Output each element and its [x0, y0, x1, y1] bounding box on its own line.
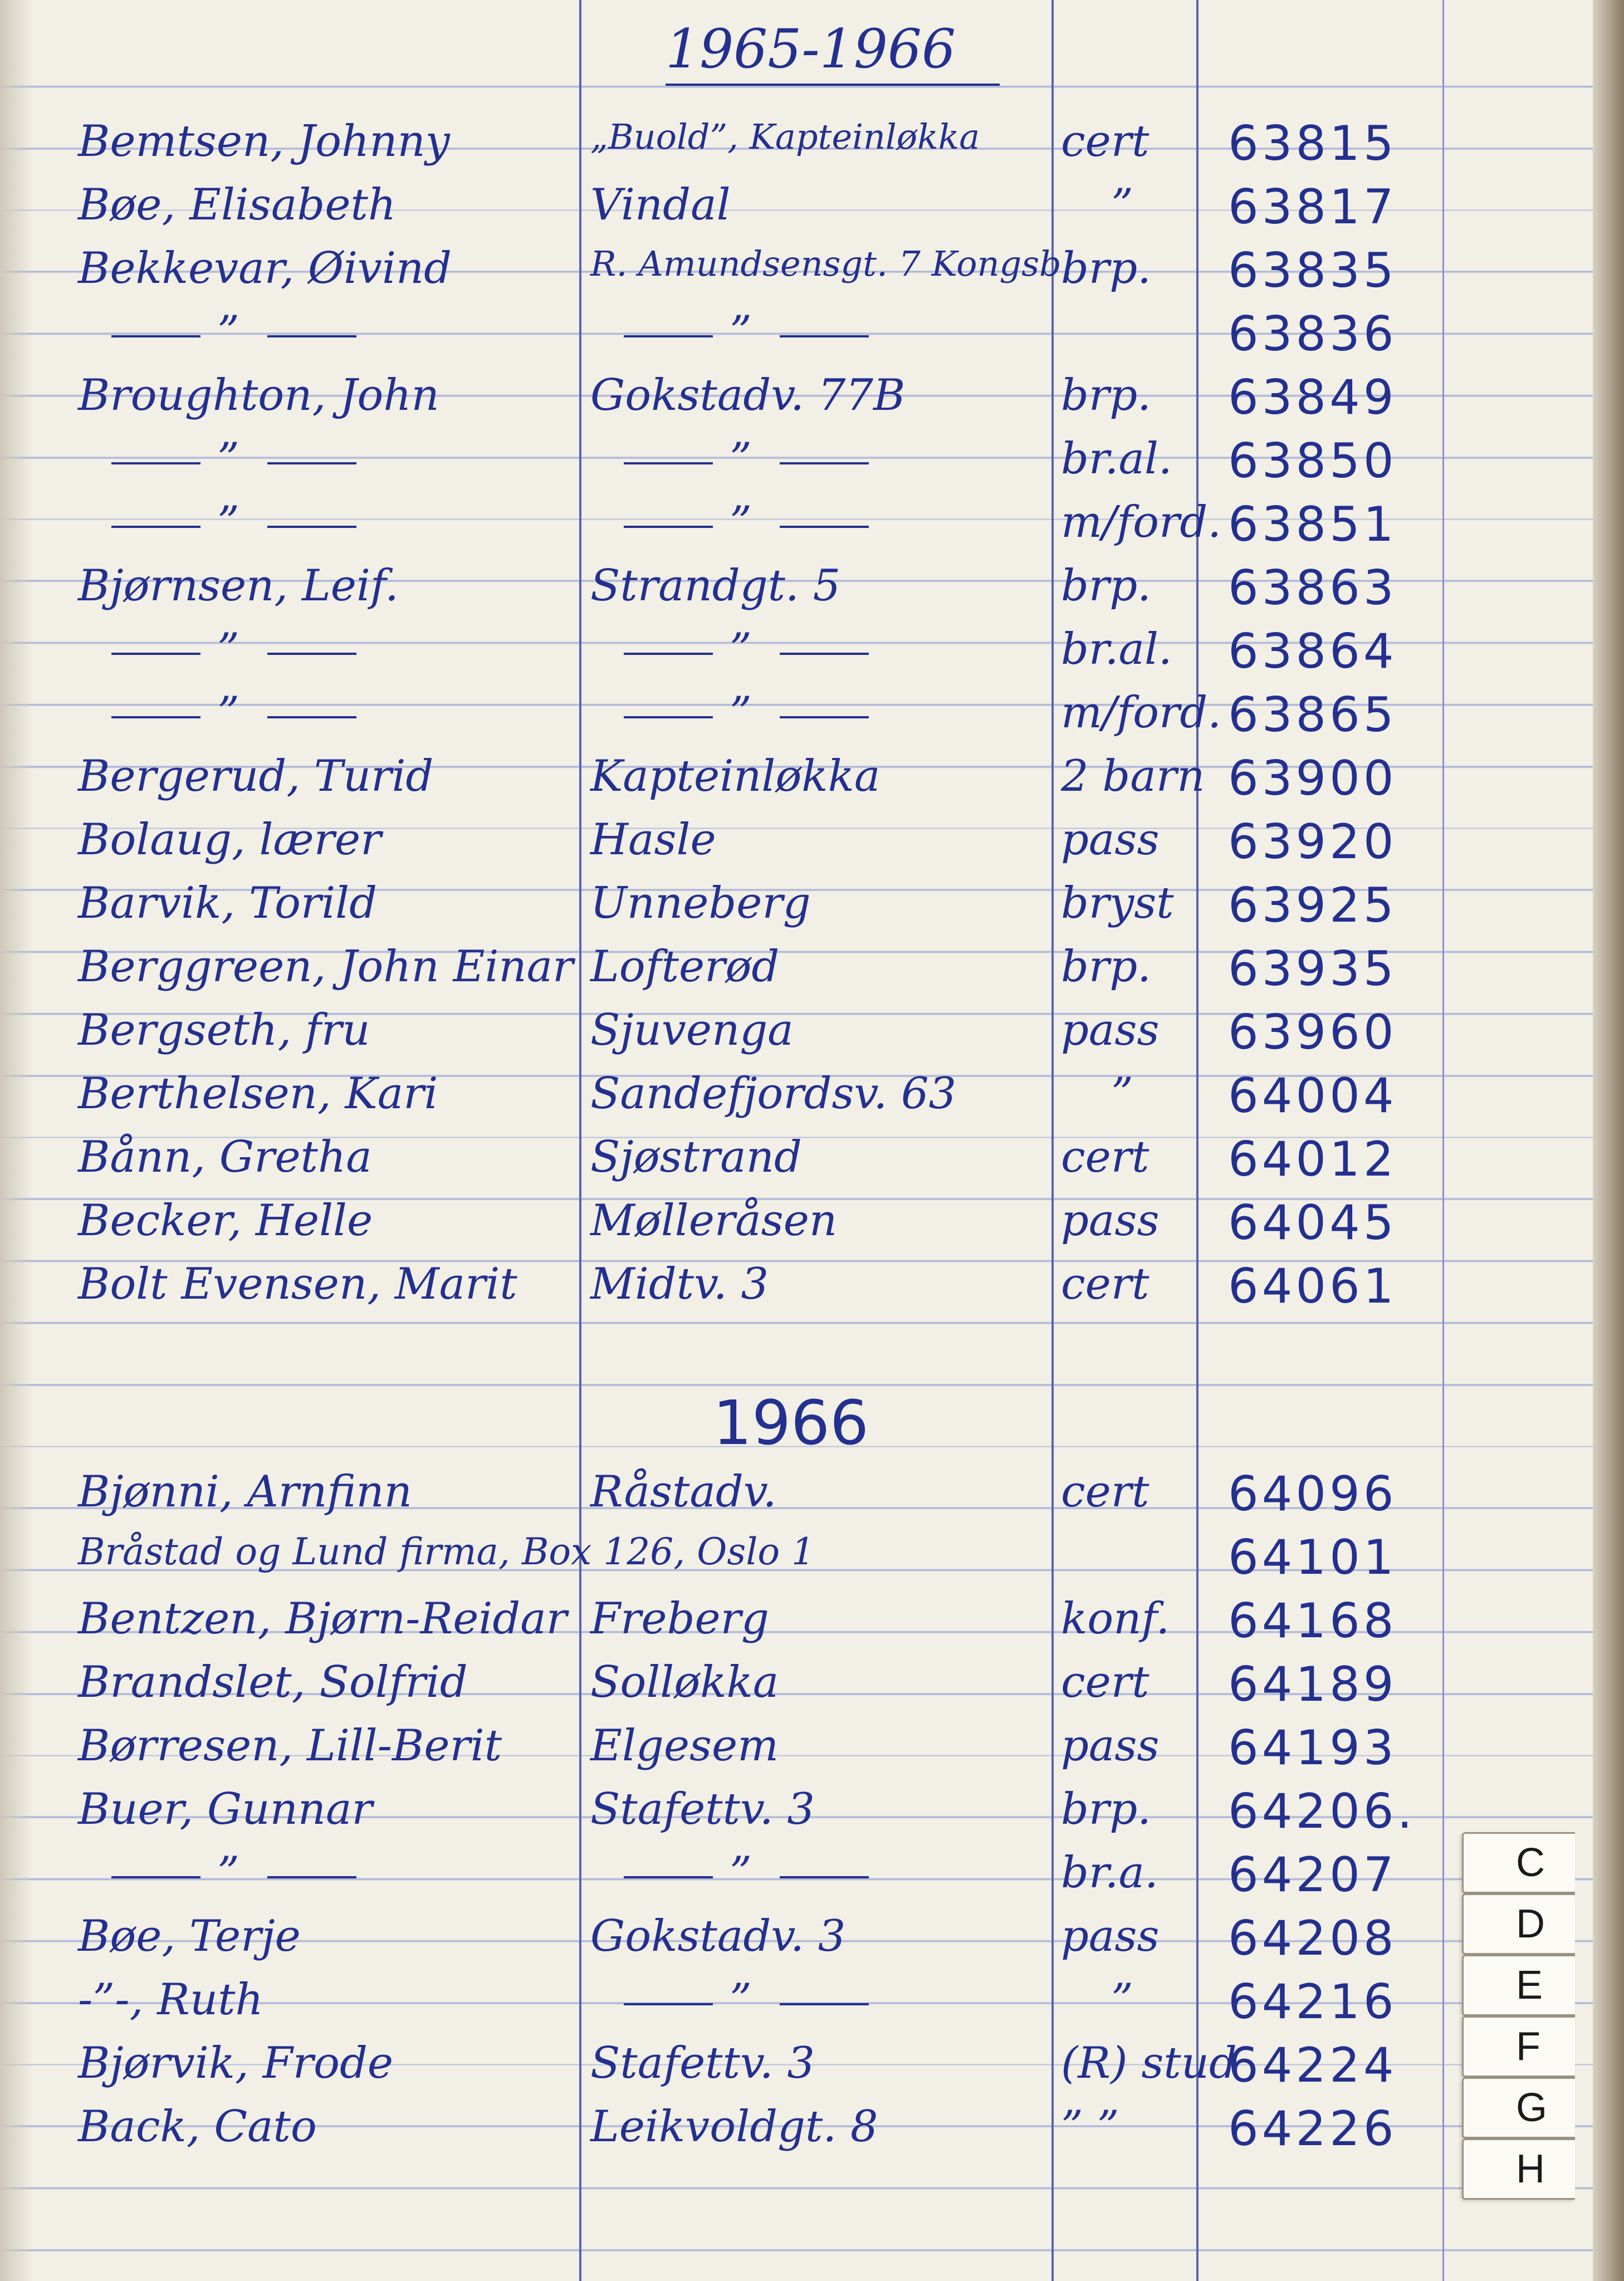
entry-address: Gokstadv. 77B [590, 370, 906, 420]
ditto-quote: ” [730, 307, 752, 357]
entry-number: 64061 [1228, 1259, 1397, 1314]
ditto-dash [624, 2003, 713, 2005]
entry-name: Berthelsen, Kari [78, 1069, 438, 1119]
entry-address: Hasle [590, 815, 716, 865]
entry-type: cert [1061, 116, 1149, 167]
ditto-dash [780, 462, 869, 464]
ditto-quote: ” [217, 307, 239, 357]
entry-type: brp. [1061, 370, 1151, 420]
ditto-dash [111, 1876, 200, 1878]
entry-number: 63835 [1228, 243, 1397, 298]
entry-type: brp. [1061, 942, 1151, 992]
entry-name: Bøe, Terje [78, 1911, 301, 1961]
entry-type: cert [1061, 1467, 1149, 1517]
ditto-dash [267, 462, 356, 464]
ditto-dash [267, 716, 356, 718]
entry-address: Råstadv. [590, 1467, 777, 1517]
year-range-underline [666, 84, 1000, 86]
entry-type: pass [1061, 1196, 1160, 1246]
entry-type: pass [1061, 815, 1160, 865]
entry-number: 63864 [1228, 624, 1397, 679]
entry-address: Gokstadv. 3 [590, 1911, 846, 1961]
entry-type: ” [1111, 1975, 1133, 2025]
ditto-dash [780, 335, 869, 337]
index-tab-label: C [1516, 1841, 1545, 1885]
ditto-dash [267, 335, 356, 337]
entry-type: pass [1061, 1721, 1160, 1771]
column-rule-type-number [1196, 0, 1199, 2281]
entry-address: Freberg [590, 1594, 769, 1644]
entry-address: Strandgt. 5 [590, 561, 841, 611]
entry-type: ” ” [1061, 2102, 1119, 2152]
ditto-dash [111, 526, 200, 528]
entry-name: Becker, Helle [78, 1196, 373, 1246]
entry-number: 63836 [1228, 306, 1397, 362]
entry-name: Bentzen, Bjørn-Reidar [78, 1594, 568, 1644]
entry-type: ” [1111, 1069, 1133, 1119]
ditto-dash [267, 526, 356, 528]
entry-name: Børresen, Lill-Berit [78, 1721, 502, 1771]
entry-number: 63920 [1228, 814, 1397, 870]
ditto-quote: ” [730, 434, 752, 484]
entry-address: Solløkka [590, 1657, 779, 1707]
ditto-quote: ” [730, 1848, 752, 1898]
entry-number: 63817 [1228, 179, 1397, 235]
entry-number: 63851 [1228, 497, 1397, 552]
entry-name: Bjønni, Arnfinn [78, 1467, 412, 1517]
index-tab-label: G [1516, 2086, 1548, 2130]
ditto-dash [780, 526, 869, 528]
entry-type: cert [1061, 1132, 1149, 1182]
entry-type: (R) stud [1061, 2038, 1237, 2088]
index-tab-label: H [1516, 2147, 1545, 2191]
entry-number: 64216 [1228, 1974, 1397, 2030]
ditto-dash [780, 1876, 869, 1878]
entry-name: Barvik, Torild [78, 878, 378, 928]
entry-address: Leikvoldgt. 8 [590, 2102, 878, 2152]
entry-address: Sjøstrand [590, 1132, 802, 1182]
entry-number: 64208 [1228, 1911, 1397, 1966]
ditto-dash [111, 716, 200, 718]
entry-name: Bergerud, Turid [78, 751, 434, 801]
ditto-quote: ” [217, 688, 239, 738]
entry-type: brp. [1061, 561, 1151, 611]
entry-number: 64012 [1228, 1132, 1397, 1187]
entry-number: 64193 [1228, 1720, 1397, 1776]
entry-type: ” [1111, 180, 1133, 230]
entry-number: 63815 [1228, 116, 1397, 172]
entry-name: Bolaug, lærer [78, 815, 381, 865]
entry-type: cert [1061, 1657, 1149, 1707]
entry-name: Bråstad og Lund firma, Box 126, Oslo 1 [78, 1530, 815, 1573]
entry-name: Broughton, John [78, 370, 439, 420]
ditto-dash [267, 1876, 356, 1878]
entry-name: Brandslet, Solfrid [78, 1657, 468, 1707]
ditto-quote: ” [730, 497, 752, 547]
entry-number: 63850 [1228, 433, 1397, 489]
entry-address: Unneberg [590, 878, 811, 928]
entry-address: Stafettv. 3 [590, 2038, 815, 2088]
entry-number: 63863 [1228, 560, 1397, 616]
entry-name: Berggreen, John Einar [78, 942, 574, 992]
entry-name: Bekkevar, Øivind [78, 243, 452, 293]
index-tab-label: E [1516, 1963, 1543, 2008]
entry-name: Buer, Gunnar [78, 1784, 373, 1834]
entry-address: Sandefjordsv. 63 [590, 1069, 957, 1119]
entry-number: 64101 [1228, 1530, 1397, 1585]
entry-name: Bolt Evensen, Marit [78, 1259, 517, 1309]
ditto-dash [780, 716, 869, 718]
ditto-quote: ” [730, 1975, 752, 2025]
entry-number: 63935 [1228, 941, 1397, 997]
entry-type: br.al. [1061, 624, 1172, 674]
entry-number: 64045 [1228, 1195, 1397, 1251]
entry-address: Stafettv. 3 [590, 1784, 815, 1834]
ditto-dash [780, 653, 869, 655]
ditto-quote: ” [730, 688, 752, 738]
ditto-dash [624, 526, 713, 528]
entry-number: 64168 [1228, 1593, 1397, 1649]
entry-name: Bjørnsen, Leif. [78, 561, 399, 611]
ditto-dash [267, 653, 356, 655]
entry-name: Bjørvik, Frode [78, 2038, 394, 2088]
ditto-quote: ” [730, 624, 752, 674]
entry-name: Bånn, Gretha [78, 1132, 372, 1182]
ditto-quote: ” [217, 624, 239, 674]
index-tab-label: D [1516, 1902, 1545, 1946]
column-rule-address-type [1051, 0, 1054, 2281]
entry-address: Kapteinløkka [590, 751, 881, 801]
entry-number: 63865 [1228, 687, 1397, 743]
entry-number: 64096 [1228, 1466, 1397, 1522]
entry-number: 64189 [1228, 1657, 1397, 1712]
entry-number: 64224 [1228, 2038, 1397, 2093]
entry-type: br.a. [1061, 1848, 1158, 1898]
entry-type: m/ford. [1061, 688, 1222, 738]
entry-address: „Buold”, Kapteinløkka [590, 116, 980, 157]
book-page-edge [1593, 0, 1624, 2281]
ditto-dash [111, 462, 200, 464]
entry-type: bryst [1061, 878, 1174, 928]
entry-number: 63925 [1228, 878, 1397, 933]
entry-number: 63900 [1228, 751, 1397, 806]
ditto-dash [624, 335, 713, 337]
entry-number: 64206. [1228, 1784, 1416, 1839]
entry-name: -”-, Ruth [78, 1975, 263, 2025]
entry-type: pass [1061, 1911, 1160, 1961]
entry-type: konf. [1061, 1594, 1170, 1644]
entry-name: Bøe, Elisabeth [78, 180, 397, 230]
year-range-heading: 1965-1966 [666, 18, 956, 80]
entry-address: Midtv. 3 [590, 1259, 769, 1309]
entry-address: Vindal [590, 180, 731, 230]
entry-type: pass [1061, 1005, 1160, 1055]
entry-name: Bergseth, fru [78, 1005, 370, 1055]
ditto-dash [624, 653, 713, 655]
entry-address: Sjuvenga [590, 1005, 794, 1055]
entry-name: Bemtsen, Johnny [78, 116, 450, 167]
entry-address: R. Amundsensgt. 7 Kongsb. [590, 243, 1073, 284]
ditto-dash [780, 2003, 869, 2005]
entry-number: 63849 [1228, 370, 1397, 425]
entry-number: 64226 [1228, 2101, 1397, 2157]
ditto-dash [111, 335, 200, 337]
entry-number: 63960 [1228, 1005, 1397, 1060]
entry-number: 64004 [1228, 1068, 1397, 1124]
entry-type: br.al. [1061, 434, 1172, 484]
entry-type: brp. [1061, 243, 1151, 293]
ditto-dash [624, 462, 713, 464]
ditto-quote: ” [217, 497, 239, 547]
entry-address: Elgesem [590, 1721, 779, 1771]
entry-address: Mølleråsen [590, 1196, 838, 1246]
entry-address: Lofterød [590, 942, 780, 992]
ditto-quote: ” [217, 1848, 239, 1898]
ditto-quote: ” [217, 434, 239, 484]
year-1966-heading: 1966 [713, 1387, 869, 1458]
index-tab-label: F [1516, 2024, 1540, 2069]
entry-type: brp. [1061, 1784, 1151, 1834]
ditto-dash [624, 1876, 713, 1878]
ditto-dash [624, 716, 713, 718]
entry-type: m/ford. [1061, 497, 1222, 547]
ditto-dash [111, 653, 200, 655]
page-binding-shadow [0, 0, 33, 2281]
entry-type: cert [1061, 1259, 1149, 1309]
entry-number: 64207 [1228, 1847, 1397, 1903]
column-rule-name-address [579, 0, 581, 2281]
column-rule-right-margin [1442, 0, 1444, 2281]
entry-type: 2 barn [1061, 751, 1205, 801]
entry-name: Back, Cato [78, 2102, 317, 2152]
